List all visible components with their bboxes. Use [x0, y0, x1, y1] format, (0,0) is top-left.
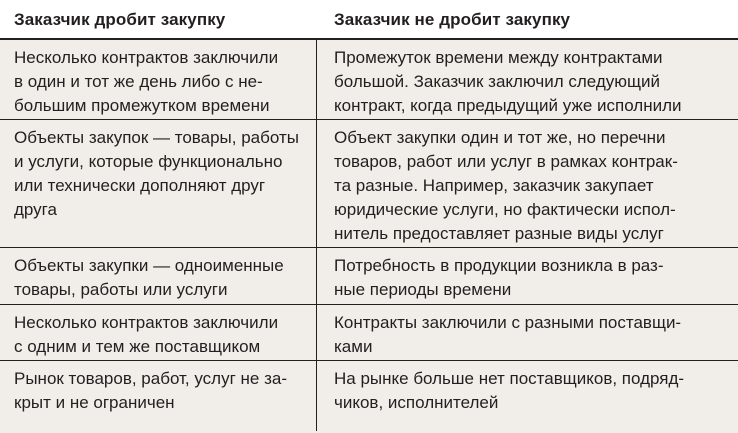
- table-row: [0, 305, 738, 361]
- header-left: Заказчик дробит закупку: [14, 10, 226, 29]
- cell-right: На рынке больше нет поставщиков, подряд- чиков, исполнителей: [334, 369, 685, 412]
- header-right: Заказчик не дробит закупку: [334, 10, 571, 29]
- cell-left: Несколько контрактов заключили в один и тот же день либо с не- большим промежутком времени: [14, 48, 279, 115]
- table-row: [0, 40, 738, 120]
- table-row: [0, 361, 738, 431]
- cell-left: Объекты закупок — товары, работы и услуги, которые функционально или технически дополняют друг друга: [14, 128, 299, 219]
- cell-left: Несколько контрактов заключили с одним и тем же поставщиком: [14, 313, 279, 356]
- cell-right: Потребность в продукции возникла в раз- ные периоды времени: [334, 256, 664, 299]
- cell-right: Промежуток времени между контрактами большой. Заказчик заключил следующий контракт, когда предыдущий уже исполнили: [334, 48, 682, 115]
- cell-left: Рынок товаров, работ, услуг не за- крыт и не ограничен: [14, 369, 287, 412]
- table-row: [0, 120, 738, 248]
- cell-right: Контракты заключили с разными поставщи- ками: [334, 313, 682, 356]
- cell-left: Объекты закупки — одноименные товары, работы или услуги: [14, 256, 284, 299]
- table-row: [0, 248, 738, 305]
- table-header: [0, 0, 738, 40]
- cell-right: Объект закупки один и тот же, но перечни товаров, работ или услуг в рамках контрак- та разные. Например, заказчик закупает юридические услуги, но фактически испол- нитель предоставляет разные виды услуг: [334, 128, 678, 243]
